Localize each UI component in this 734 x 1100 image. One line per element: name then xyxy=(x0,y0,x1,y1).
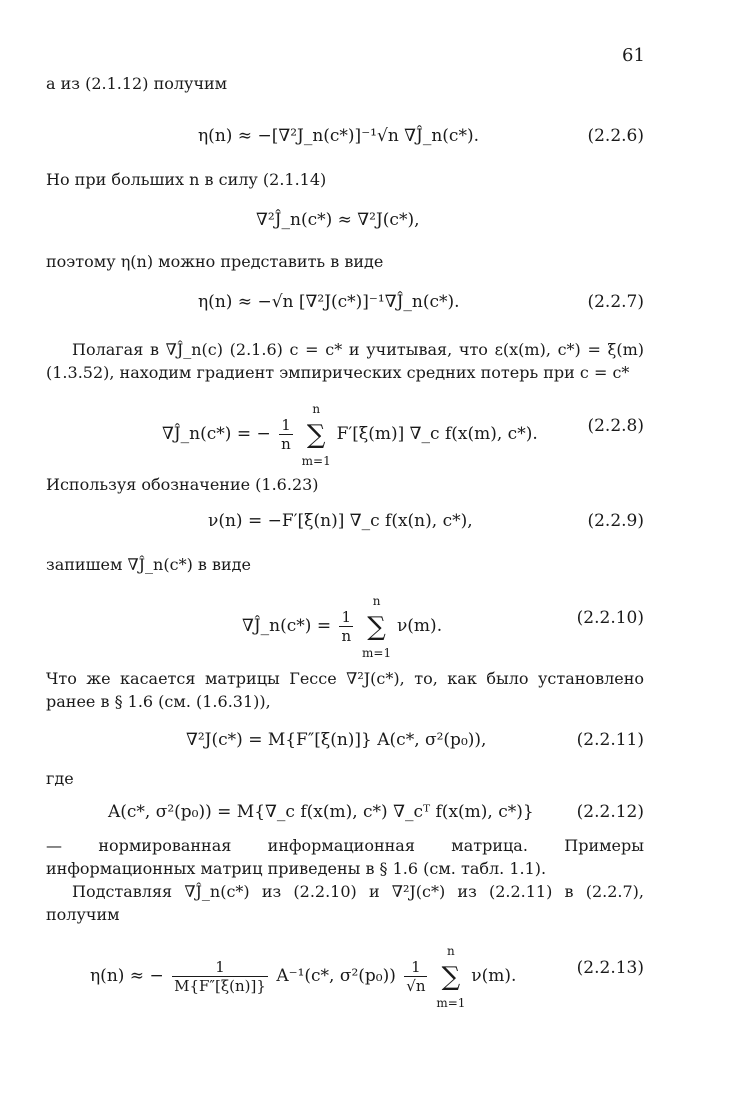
equation-2-2-12-formula: A(c*, σ²(p₀)) = M{∇_c f(x(m), c*) ∇_cᵀ f(x(m), c*)} xyxy=(108,802,534,822)
equation-2-2-8-fraction-denominator: n xyxy=(281,435,291,453)
equation-2-2-9-number: (2.2.9) xyxy=(587,511,644,531)
paragraph-1: а из (2.1.12) получим xyxy=(46,74,228,93)
equation-hessian-approx-formula: ∇²Ĵ_n(c*) ≈ ∇²J(c*), xyxy=(256,210,420,230)
equation-2-2-10-number: (2.2.10) xyxy=(576,608,644,628)
equation-2-2-7-formula: η(n) ≈ −√n [∇²J(c*)]⁻¹∇Ĵ_n(c*). xyxy=(198,292,460,312)
equation-2-2-8-sum-lower: m=1 xyxy=(301,453,331,468)
equation-2-2-10-formula xyxy=(242,593,443,660)
paragraph-3: поэтому η(n) можно представить в виде xyxy=(46,252,384,271)
equation-2-2-8-lhs: ∇Ĵ_n(c*) = − xyxy=(162,424,271,444)
equation-2-2-11-number: (2.2.11) xyxy=(576,730,644,750)
equation-2-2-8 xyxy=(46,398,644,468)
equation-2-2-6-number: (2.2.6) xyxy=(587,126,644,146)
equation-hessian-approx xyxy=(46,210,644,240)
equation-2-2-8-rhs: F′[ξ(m)] ∇_c f(x(m), c*). xyxy=(336,424,538,444)
equation-2-2-13 xyxy=(46,940,644,1010)
equation-2-2-13-rhs: ν(m). xyxy=(471,966,517,986)
paragraph-8: где xyxy=(46,769,74,788)
equation-2-2-13-fraction-2-numerator: 1 xyxy=(404,958,427,977)
paragraph-9: — нормированная информационная матрица. Примеры информационных матриц приведены в § 1.6 (см. табл. 1.1). xyxy=(46,836,644,878)
paragraph-4: Полагая в ∇Ĵ_n(c) (2.1.6) c = c* и учитывая, что ε(x(m), c*) = ξ(m) (1.3.52), находим градиент эмпирических средних потерь при c = c* xyxy=(46,340,644,382)
equation-2-2-10-sum xyxy=(362,593,392,660)
sigma-icon: ∑ xyxy=(306,419,326,450)
equation-2-2-13-number: (2.2.13) xyxy=(576,958,644,978)
equation-2-2-13-sum-upper: n xyxy=(447,943,455,958)
paragraph-5: Используя обозначение (1.6.23) xyxy=(46,475,319,494)
equation-2-2-13-sum-lower: m=1 xyxy=(436,995,466,1010)
equation-2-2-11 xyxy=(46,730,644,760)
equation-2-2-10-sum-upper: n xyxy=(372,593,381,608)
equation-2-2-7-number: (2.2.7) xyxy=(587,292,644,312)
page-number: 61 xyxy=(622,45,645,66)
equation-2-2-13-middle: A⁻¹(c*, σ²(p₀)) xyxy=(276,966,396,986)
equation-2-2-13-fraction-1-numerator: 1 xyxy=(172,958,268,977)
equation-2-2-10 xyxy=(46,590,644,660)
equation-2-2-13-formula xyxy=(90,943,517,1010)
equation-2-2-9 xyxy=(46,511,644,541)
paragraph-6: запишем ∇Ĵ_n(c*) в виде xyxy=(46,555,251,574)
paragraph-10: Подставляя ∇Ĵ_n(c*) из (2.2.10) и ∇²J(c*) из (2.2.11) в (2.2.7), получим xyxy=(46,882,644,924)
sigma-icon: ∑ xyxy=(367,611,386,642)
sigma-icon: ∑ xyxy=(441,961,461,992)
equation-2-2-7 xyxy=(46,292,644,322)
paragraph-7: Что же касается матрицы Гессе ∇²J(c*), то, как было установлено ранее в § 1.6 (см. (1.6.31)), xyxy=(46,669,644,711)
equation-2-2-11-formula: ∇²J(c*) = M{F″[ξ(n)]} A(c*, σ²(p₀)), xyxy=(186,730,487,750)
equation-2-2-12 xyxy=(46,802,644,832)
equation-2-2-13-fraction-2 xyxy=(404,958,427,995)
equation-2-2-8-fraction-numerator: 1 xyxy=(279,416,293,435)
paragraph-2: Но при больших n в силу (2.1.14) xyxy=(46,170,327,189)
equation-2-2-13-sum xyxy=(436,943,466,1010)
equation-2-2-8-sum xyxy=(301,401,331,468)
equation-2-2-10-sum-lower: m=1 xyxy=(362,645,392,660)
equation-2-2-10-fraction-denominator: n xyxy=(341,627,352,645)
equation-2-2-8-formula xyxy=(162,401,538,468)
equation-2-2-9-formula: ν(n) = −F′[ξ(n)] ∇_c f(x(n), c*), xyxy=(208,511,473,531)
equation-2-2-8-number: (2.2.8) xyxy=(587,416,644,436)
equation-2-2-8-fraction xyxy=(279,416,293,453)
equation-2-2-10-fraction-numerator: 1 xyxy=(339,608,353,627)
equation-2-2-10-fraction xyxy=(339,608,353,645)
equation-2-2-13-fraction-2-denominator: √n xyxy=(406,977,426,995)
equation-2-2-6 xyxy=(46,126,644,156)
equation-2-2-8-sum-upper: n xyxy=(312,401,321,416)
equation-2-2-10-rhs: ν(m). xyxy=(396,616,443,636)
equation-2-2-6-formula: η(n) ≈ −[∇²J_n(c*)]⁻¹√n ∇Ĵ_n(c*). xyxy=(198,126,479,146)
equation-2-2-13-fraction-1 xyxy=(172,958,268,995)
equation-2-2-12-number: (2.2.12) xyxy=(576,802,644,822)
equation-2-2-13-fraction-1-denominator: M{F″[ξ(n)]} xyxy=(174,977,266,995)
equation-2-2-13-lhs: η(n) ≈ − xyxy=(90,966,164,986)
equation-2-2-10-lhs: ∇Ĵ_n(c*) = xyxy=(242,616,332,636)
